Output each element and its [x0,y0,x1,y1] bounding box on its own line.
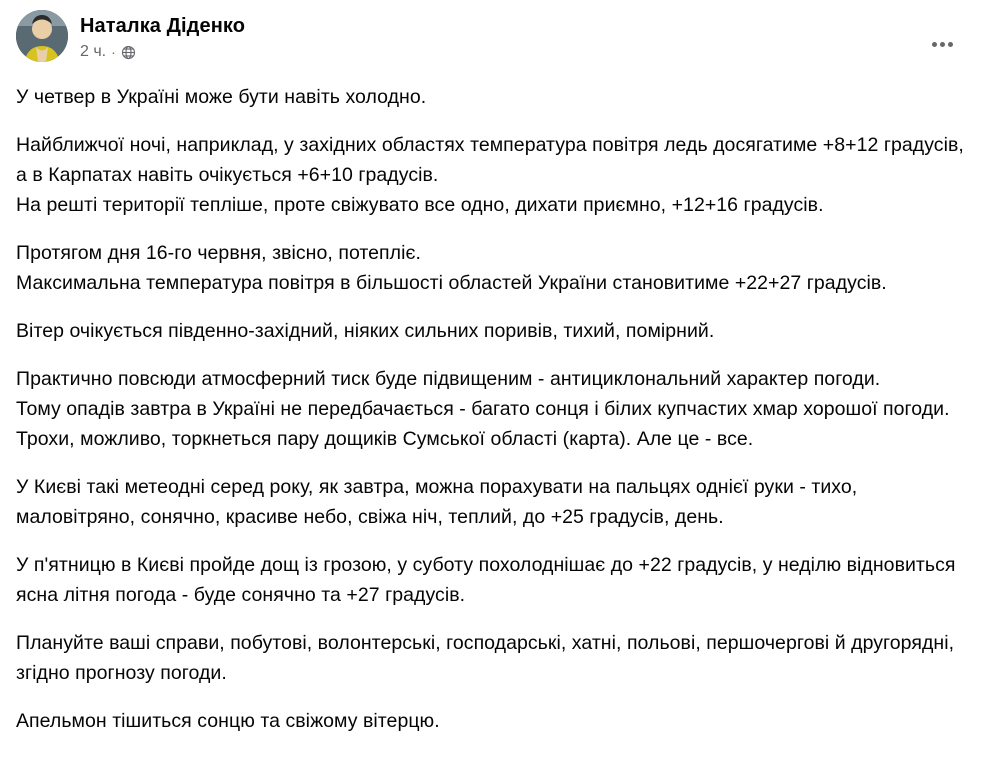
post-paragraph: Найближчої ночі, наприклад, у західних областях температура повітря ледь досягатиме +8+12 градусів, а в Карпатах навіть очікується +6+10 градусів. [16,134,970,186]
author-name[interactable]: Наталка Діденко [80,15,246,37]
globe-icon[interactable] [121,44,137,60]
post-paragraph: У п'ятницю в Києві пройде дощ із грозою, у суботу похолоднішає до +22 градусів, у неділю відновиться ясна літня погода - буде сонячно та +27 градусів. [16,554,961,606]
post-header-text [80,10,245,62]
post-paragraph: Вітер очікується південно-західний, ніяких сильних поривів, тихий, помірний. [16,320,715,342]
more-dot [940,42,945,47]
meta-separator: · [111,44,116,60]
post-paragraph: Апельмон тішиться сонцю та свіжому вітерцю. [16,710,440,732]
post-paragraph: Тому опадів завтра в Україні не передбачається - багато сонця і білих купчастих хмар хорошої погоди. [16,398,950,420]
post-paragraph: Практично повсюди атмосферний тиск буде підвищеним - антициклональний характер погоди. [16,368,881,390]
post-paragraph: Плануйте ваші справи, побутові, волонтерські, господарські, хатні, польові, першочергові й другорядні, згідно прогнозу погоди. [16,632,960,684]
more-dot [948,42,953,47]
post-body [16,82,970,736]
more-dot [932,42,937,47]
post-paragraph: Протягом дня 16-го червня, звісно, потепліє. [16,242,421,264]
avatar-image [16,10,68,62]
post-paragraph: На решті території тепліше, проте свіжувато все одно, дихати приємно, +12+16 градусів. [16,194,824,216]
post-paragraph: У четвер в Україні може бути навіть холодно. [16,86,427,108]
post-header [16,10,964,68]
post-meta [80,42,245,62]
avatar[interactable] [16,10,68,62]
post-paragraph: Максимальна температура повітря в більшості областей України становитиме +22+27 градусів. [16,272,887,294]
post-timestamp[interactable]: 2 ч. [80,43,107,60]
post-paragraph: У Києві такі метеодні серед року, як завтра, можна порахувати на пальцях однієї руки - тихо, маловітряно, сонячно, красиве небо, свіжа ніч, теплий, до +25 градусів, день. [16,476,863,528]
more-options-icon[interactable] [924,26,960,62]
post-paragraph: Трохи, можливо, торкнеться пару дощиків Сумської області (карта). Але це - все. [16,428,754,450]
